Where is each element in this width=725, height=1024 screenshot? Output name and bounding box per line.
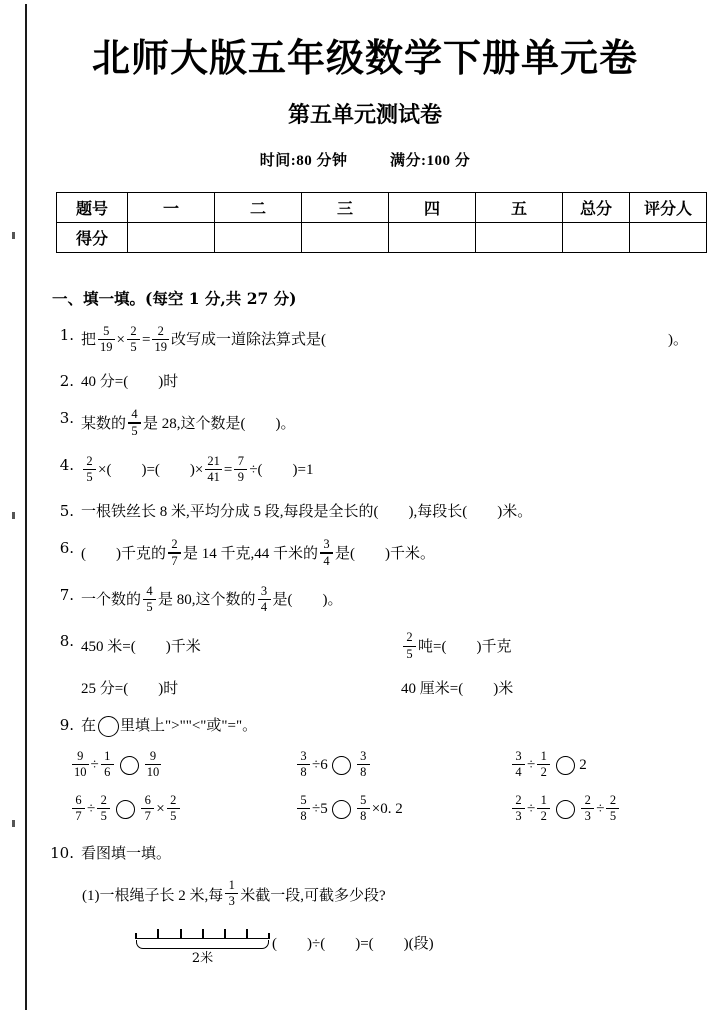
question-4-body: [81, 453, 690, 486]
q9-r1-i2-right: [357, 750, 370, 780]
comparison-circle-icon[interactable]: [332, 756, 351, 775]
q1-fraction-2: [127, 325, 140, 355]
q9-r2-i2-op: ÷: [312, 800, 321, 817]
q9-r1-i1-mid: [101, 750, 114, 780]
denominator: 7: [75, 808, 82, 823]
q8-fraction-ton: [403, 631, 416, 661]
score-cell-4[interactable]: [389, 222, 476, 252]
q8-right-b-text[interactable]: 40 厘米=( )米: [401, 680, 514, 697]
q9-r2-i3-right-1: [581, 794, 594, 824]
col-header-3: 三: [302, 192, 389, 222]
q9-r1-i1-left: [72, 750, 89, 780]
question-5: [40, 502, 690, 522]
q9-item-4: [70, 792, 295, 825]
q9-comparison-row-1: [40, 748, 690, 781]
row-label-question-no: 题号: [57, 192, 128, 222]
q3-numerator: 4: [131, 407, 138, 422]
q2-text[interactable]: 40 分=( )时: [81, 373, 179, 390]
comparison-circle-icon[interactable]: [556, 800, 575, 819]
q9-r2-i3-mid: [537, 794, 550, 824]
q6-fraction-1: [168, 538, 181, 568]
q8-row-1: [81, 632, 690, 662]
numerator: 5: [300, 792, 307, 807]
score-cell-3[interactable]: [302, 222, 389, 252]
question-4-number: 4.: [59, 455, 74, 474]
q8-left-b: [81, 681, 401, 698]
diagram-tick: [180, 929, 182, 939]
comparison-circle-icon[interactable]: [332, 800, 351, 819]
question-6-body: [81, 539, 690, 569]
q8-row-2-spacer: [40, 679, 81, 680]
q9-r2-i3-op: ÷: [527, 800, 536, 817]
q7-fraction-1: [143, 585, 156, 615]
numerator: 2: [515, 792, 522, 807]
q9-r2-i1-right-1: [141, 794, 154, 824]
q7-f1-numerator: 4: [146, 583, 153, 598]
score-table-wrapper: [40, 192, 690, 253]
q9-r1-i2-mid: 6: [320, 757, 328, 774]
full-score-label: 满分:100 分: [390, 152, 471, 169]
denominator: 8: [300, 765, 307, 780]
q9-item-3: [510, 748, 690, 781]
q9-r2-i2-left: [297, 794, 310, 824]
q9-r1-i3-op: ÷: [527, 757, 536, 774]
q9-r2-i2-right: [357, 794, 370, 824]
numerator: 2: [609, 792, 617, 807]
col-header-5: 五: [476, 192, 563, 222]
q3-denominator: 5: [131, 423, 138, 438]
q9-r1-i3-left: [512, 750, 525, 780]
q4-f1-denominator: 5: [86, 470, 93, 485]
page-spine-line: [25, 4, 27, 1010]
col-header-grader: 评分人: [630, 192, 707, 222]
q1-f2-numerator: 2: [130, 323, 137, 338]
scan-artifact-dot: [12, 232, 15, 239]
q8-right-a: [401, 632, 690, 662]
question-9-body: [81, 716, 690, 737]
question-10-sub-1: [82, 880, 690, 910]
scan-artifact-dot: [12, 512, 15, 519]
col-header-total: 总分: [563, 192, 630, 222]
q8-left-a-text[interactable]: 450 米=( )千米: [81, 638, 201, 655]
numerator: 9: [149, 748, 157, 763]
q1-f2-denominator: 5: [130, 340, 137, 355]
question-2-body: [81, 372, 690, 392]
diagram-tick: [202, 929, 204, 939]
diagram-length-label: 2米: [191, 950, 214, 966]
numerator: 1: [540, 792, 547, 807]
q9-r2-i1-op: ÷: [87, 800, 96, 817]
q1-fraction-1: [98, 325, 115, 355]
q9-r2-i2-mid: 5: [320, 800, 328, 817]
question-6: [40, 539, 690, 569]
question-7-body: [81, 583, 690, 616]
q3-prefix: 某数的: [81, 415, 127, 432]
question-1-number: 1.: [59, 325, 74, 344]
denominator: 10: [74, 765, 87, 780]
q4-fraction-1: [83, 455, 96, 485]
q4-f2-numerator: 21: [207, 453, 220, 468]
q7-fraction-2: [258, 585, 271, 615]
numerator: 6: [75, 792, 82, 807]
q1-equals: =: [141, 332, 151, 349]
denominator: 2: [540, 765, 547, 780]
time-limit-label: 时间:80 分钟: [259, 152, 348, 169]
col-header-2: 二: [215, 192, 302, 222]
q7-f1-denominator: 5: [146, 600, 153, 615]
numerator: 9: [77, 748, 84, 763]
question-6-number: 6.: [59, 539, 74, 558]
q4-part-3[interactable]: ÷( )=1: [249, 462, 314, 479]
q3-fraction: [128, 408, 141, 438]
denominator: 5: [170, 808, 177, 823]
q9-item-6: [510, 792, 690, 825]
q4-fraction-2: [205, 455, 222, 485]
denominator: 4: [515, 765, 522, 780]
q6-part-1[interactable]: ( )千克的: [81, 545, 166, 562]
comparison-circle-icon: [98, 716, 119, 737]
q9-r1-i3-right: 2: [579, 757, 587, 774]
numerator: 1: [540, 748, 547, 763]
row-label-score: 得分: [57, 222, 128, 252]
page-subtitle: 第五单元测试卷: [287, 101, 442, 127]
q8-left-b-text[interactable]: 25 分=( )时: [81, 680, 179, 697]
q9-item-1: [70, 748, 295, 781]
q9-r2-i3-right-2: [606, 794, 619, 824]
question-10-body: [81, 844, 690, 864]
q10-sub1-prefix: (1)一根绳子长 2 米,每: [82, 888, 224, 905]
q1-prefix: 把: [81, 332, 97, 349]
q9-r2-i2-rval: 0. 2: [380, 800, 403, 817]
q4-part-2: =: [223, 462, 233, 479]
q6-f2-numerator: 3: [323, 537, 330, 552]
q1-suffix: 改写成一道除法算式是(: [170, 332, 326, 349]
diagram-endcap-right: [268, 933, 270, 939]
q6-f1-numerator: 2: [171, 537, 178, 552]
diagram-tick: [157, 929, 159, 939]
table-row-header: [57, 192, 707, 222]
numerator: 3: [300, 748, 307, 763]
numerator: 2: [170, 792, 177, 807]
q10-sub1-suffix: 米截一段,可截多少段?: [240, 888, 386, 905]
denominator: 7: [144, 808, 151, 823]
q9-r2-i1-mid: [97, 794, 110, 824]
q8-ra-numerator: 2: [406, 630, 413, 645]
question-5-number: 5.: [59, 502, 74, 521]
q9-r1-i1-right: [145, 750, 162, 780]
numerator: 1: [228, 878, 235, 893]
q1-operator-1: ×: [116, 332, 125, 349]
numerator: 3: [515, 748, 522, 763]
denominator: 5: [609, 808, 617, 823]
question-8: [40, 632, 690, 662]
comparison-circle-icon[interactable]: [116, 800, 135, 819]
q6-part-2: 是 14 千克,44 千米的: [183, 545, 319, 562]
question-1: [40, 323, 690, 356]
numerator: 2: [100, 792, 107, 807]
q9-prompt-prefix: 在: [81, 718, 97, 735]
q10-diagram-row: [135, 924, 690, 964]
comparison-circle-icon[interactable]: [120, 756, 139, 775]
q1-answer-blank-close[interactable]: )。: [668, 332, 688, 349]
denominator: 8: [360, 808, 367, 823]
q9-r2-i1-rop: ×: [156, 800, 165, 817]
question-7-number: 7.: [59, 585, 74, 604]
score-table: [56, 192, 707, 253]
q4-part-1[interactable]: ×( )=( )×: [98, 462, 204, 479]
numerator: 1: [104, 748, 111, 763]
question-8-body-row-1: [81, 632, 690, 662]
q4-f2-denominator: 41: [207, 470, 220, 485]
q6-fraction-2: [320, 538, 333, 568]
question-3-number: 3.: [59, 409, 74, 428]
q1-fraction-3: [152, 325, 169, 355]
q7-f2-numerator: 3: [260, 583, 268, 598]
denominator: 8: [300, 808, 307, 823]
q6-f2-denominator: 4: [323, 553, 330, 568]
numerator: 3: [360, 748, 367, 763]
denominator: 8: [360, 765, 367, 780]
q1-f1-denominator: 19: [100, 340, 113, 355]
score-cell-total[interactable]: [563, 222, 630, 252]
q9-r1-i1-op: ÷: [90, 757, 99, 774]
question-9: [40, 716, 690, 737]
q8-right-a-text[interactable]: 吨=( )千克: [418, 638, 512, 655]
question-10-number: 10.: [50, 844, 74, 863]
q4-f3-numerator: 7: [237, 453, 244, 468]
q9-r2-i3-rop: ÷: [596, 800, 605, 817]
question-2-number: 2.: [59, 372, 74, 391]
numerator: 5: [360, 792, 367, 807]
denominator: 3: [228, 894, 235, 909]
q9-r2-i3-left: [512, 794, 525, 824]
question-7: [40, 583, 690, 616]
q7-part-1: 一个数的: [81, 592, 142, 609]
q4-f3-denominator: 9: [237, 470, 244, 485]
question-10: [40, 844, 690, 864]
diagram-tick: [224, 929, 226, 939]
question-8-number: 8.: [59, 632, 74, 651]
denominator: 5: [100, 808, 107, 823]
denominator: 2: [540, 808, 547, 823]
score-cell-5[interactable]: [476, 222, 563, 252]
page-content: [40, 0, 690, 964]
denominator: 3: [584, 808, 591, 823]
col-header-1: 一: [128, 192, 215, 222]
q8-ra-denominator: 5: [406, 646, 413, 661]
question-1-body: [81, 323, 690, 356]
q1-f3-denominator: 19: [154, 340, 167, 355]
score-cell-grader[interactable]: [630, 222, 707, 252]
q6-part-3[interactable]: 是( )千米。: [335, 545, 436, 562]
question-5-body: [81, 502, 690, 522]
numerator: 6: [144, 792, 151, 807]
q9-comparison-row-2: [40, 792, 690, 825]
rope-length-diagram: [135, 924, 270, 964]
q9-r2-i1-right-2: [167, 794, 180, 824]
question-2: [40, 372, 690, 392]
numerator: 2: [584, 792, 591, 807]
q3-suffix[interactable]: 是 28,这个数是( )。: [143, 415, 296, 432]
q4-fraction-3: [234, 455, 247, 485]
exam-meta: [40, 149, 690, 170]
q1-f1-numerator: 5: [103, 323, 110, 338]
table-row-score: [57, 222, 707, 252]
page-title: 北师大版五年级数学下册单元卷: [91, 35, 638, 80]
q1-f3-numerator: 2: [157, 323, 164, 338]
question-8-row-2: [40, 679, 690, 699]
q9-r2-i2-rop: ×: [371, 800, 381, 817]
question-8-body-row-2: [81, 679, 690, 699]
q9-prompt-suffix: 里填上">""<"或"="。: [120, 718, 258, 735]
q9-item-5: [295, 792, 510, 825]
question-3: [40, 409, 690, 439]
q9-r2-i1-left: [72, 794, 85, 824]
q5-text[interactable]: 一根铁丝长 8 米,平均分成 5 段,每段是全长的( ),每段长( )米。: [81, 504, 533, 521]
question-4: [40, 453, 690, 486]
denominator: 10: [146, 765, 160, 780]
score-cell-2[interactable]: [215, 222, 302, 252]
question-9-number: 9.: [59, 715, 74, 734]
q10-heading: 看图填一填。: [81, 845, 172, 862]
denominator: 6: [104, 765, 111, 780]
q4-f1-numerator: 2: [86, 453, 93, 468]
score-cell-1[interactable]: [128, 222, 215, 252]
denominator: 3: [515, 808, 522, 823]
diagram-tick: [246, 929, 248, 939]
q6-f1-denominator: 7: [171, 553, 178, 568]
diagram-endcap-left: [135, 933, 137, 939]
q9-r1-i2-left: [297, 750, 310, 780]
scan-artifact-dot: [12, 820, 15, 827]
q8-row-2: [81, 681, 690, 698]
col-header-4: 四: [389, 192, 476, 222]
q10-sub1-fraction: [225, 879, 238, 909]
q8-left-a: [81, 632, 401, 662]
q9-item-2: [295, 748, 510, 781]
q10-answer-expression[interactable]: ( )÷( )=( )(段): [272, 935, 434, 952]
q7-part-2: 是 80,这个数的: [158, 592, 256, 609]
q9-r1-i3-mid: [537, 750, 550, 780]
q7-part-3[interactable]: 是( )。: [272, 592, 343, 609]
question-3-body: [81, 409, 690, 439]
q8-right-b: [401, 681, 690, 698]
q9-r1-i2-op: ÷: [312, 757, 321, 774]
comparison-circle-icon[interactable]: [556, 756, 575, 775]
section-one-heading: 一、填一填。(每空 1 分,共 27 分): [52, 288, 297, 308]
q7-f2-denominator: 4: [260, 600, 268, 615]
